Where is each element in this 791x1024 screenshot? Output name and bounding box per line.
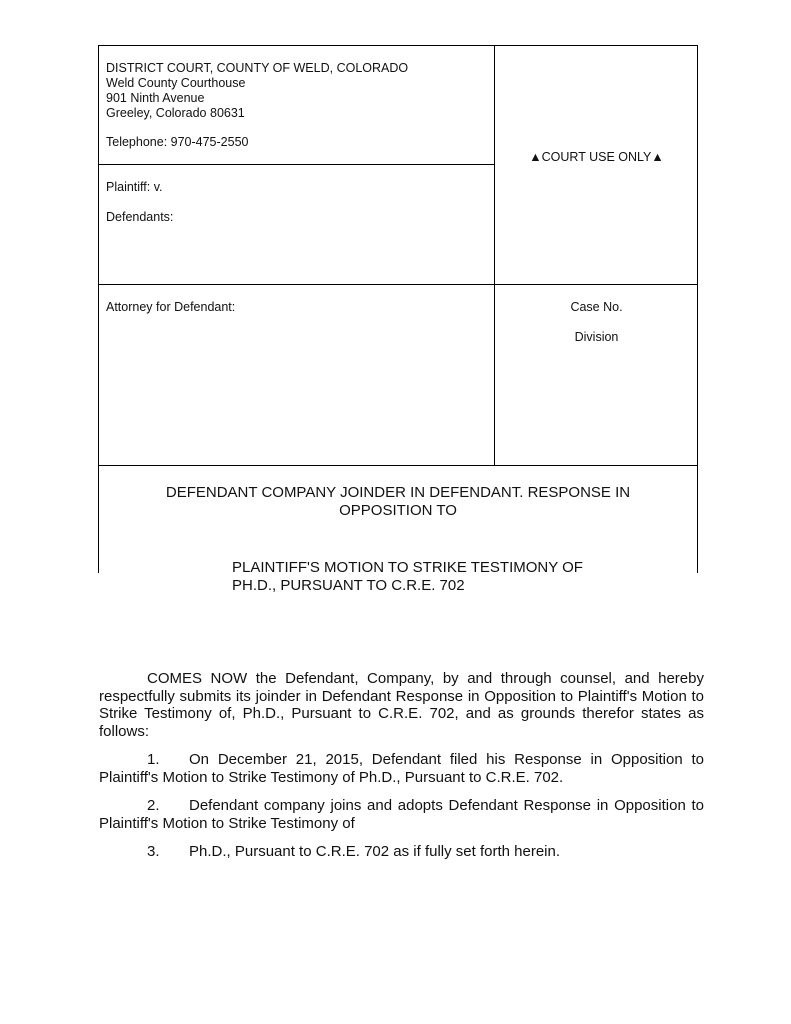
caption-border-top xyxy=(98,45,698,46)
court-name: DISTRICT COURT, COUNTY OF WELD, COLORADO xyxy=(106,61,409,75)
document-title-line: DEFENDANT COMPANY JOINDER IN DEFENDANT. RESPONSE IN xyxy=(165,484,631,501)
document-subtitle-line: PLAINTIFF'S MOTION TO STRIKE TESTIMONY OF xyxy=(232,559,583,576)
paragraph-text: On December 21, 2015, Defendant filed his Response in Opposition to Plaintiff's Motion to Strike Testimony of Ph.D., Pursuant to C.R.E. 702. xyxy=(99,751,704,786)
numbered-paragraph xyxy=(99,751,704,786)
attorney-label: Attorney for Defendant: xyxy=(106,300,236,314)
numbered-paragraph xyxy=(99,843,704,861)
intro-paragraph xyxy=(99,670,704,740)
caption-divider-vertical xyxy=(494,45,495,465)
caption-divider-parties-attorney xyxy=(98,284,698,285)
paragraph-text: Ph.D., Pursuant to C.R.E. 702 as if fully set forth herein. xyxy=(189,843,561,860)
document-title-line: OPPOSITION TO xyxy=(339,502,457,519)
court-telephone: Telephone: 970-475-2550 xyxy=(106,135,249,149)
intro-text: COMES NOW the Defendant, Company, by and through counsel, and hereby respectfully submits its joinder in Defendant Response in Opposition to Plaintiff's Motion to Strike Testimony of, Ph.D., Pursuant to C.R.E. 702, and as grounds therefor states as follows: xyxy=(99,670,704,740)
paragraph-number: 3. xyxy=(147,843,160,860)
paragraph-number: 2. xyxy=(147,797,160,814)
court-address-line: Greeley, Colorado 80631 xyxy=(106,106,245,120)
court-address-line: 901 Ninth Avenue xyxy=(106,91,205,105)
case-no-label: Case No. xyxy=(570,300,623,314)
court-info xyxy=(106,61,408,150)
numbered-paragraph xyxy=(99,797,704,832)
document-subtitle-line: PH.D., PURSUANT TO C.R.E. 702 xyxy=(232,577,465,594)
court-address-line: Weld County Courthouse xyxy=(106,76,246,90)
plaintiff-label: Plaintiff: v. xyxy=(106,180,163,194)
caption-table xyxy=(98,45,698,573)
court-use-only: ▲COURT USE ONLY▲ xyxy=(529,150,664,164)
paragraph-text: Defendant company joins and adopts Defendant Response in Opposition to Plaintiff's Motion to Strike Testimony of xyxy=(99,797,704,832)
caption-divider-title xyxy=(98,465,698,466)
defendants-label: Defendants: xyxy=(106,210,174,224)
division-label: Division xyxy=(574,330,619,344)
paragraph-number: 1. xyxy=(147,751,160,768)
caption-divider-court-parties xyxy=(98,164,495,165)
